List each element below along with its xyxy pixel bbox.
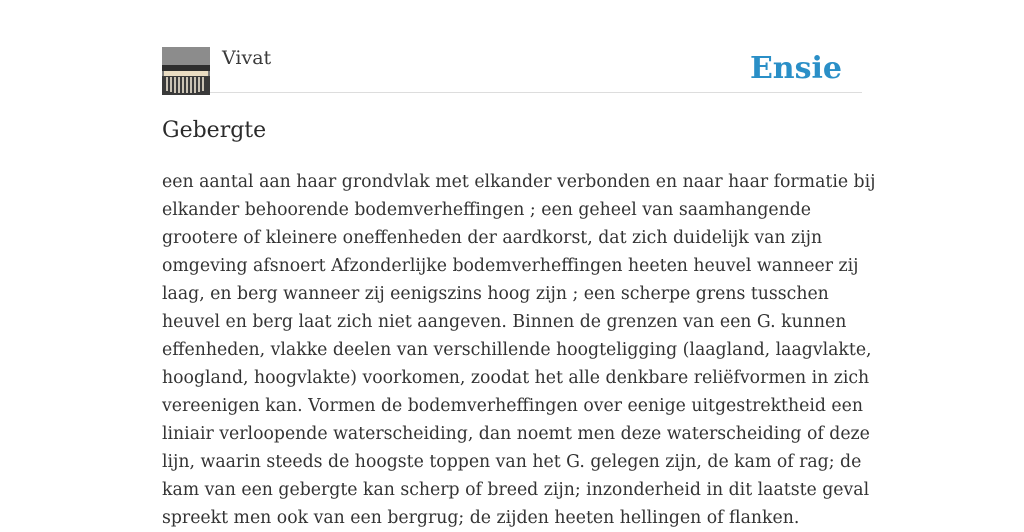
- body-line: lijn, waarin steeds de hoogste toppen van het G. gelegen zijn, de kam of rag; de: [162, 452, 862, 472]
- body-line: een aantal aan haar grondvlak met elkander verbonden en naar haar formatie bij: [162, 172, 876, 192]
- body-line: spreekt men ook van een bergrug; de zijden heeten hellingen of flanken.: [162, 508, 800, 528]
- brand-logo[interactable]: Ensie: [749, 51, 842, 86]
- avatar[interactable]: [162, 47, 210, 95]
- body-line: grootere of kleinere oneffenheden der aardkorst, dat zich duidelijk van zijn: [162, 228, 823, 248]
- body-line: vereenigen kan. Vormen de bodemverheffingen over eenige uitgestrektheid een: [162, 396, 864, 416]
- body-line: heuvel en berg laat zich niet aangeven. Binnen de grenzen van een G. kunnen: [162, 312, 847, 332]
- body-line: kam van een gebergte kan scherp of breed zijn; inzonderheid in dit laatste geval: [162, 480, 870, 500]
- body-line: laag, en berg wanneer zij eenigszins hoog zijn ; een scherpe grens tusschen: [162, 284, 829, 304]
- page-title: Gebergte: [162, 118, 267, 143]
- body-line: omgeving afsnoert Afzonderlijke bodemverheffingen heeten heuvel wanneer zij: [162, 256, 859, 276]
- article-body: [162, 168, 876, 532]
- body-line: liniair verloopende waterscheiding, dan noemt men deze waterscheiding of deze: [162, 424, 870, 444]
- body-line: hoogland, hoogvlakte) voorkomen, zoodat het alle denkbare reliëfvormen in zich: [162, 368, 870, 388]
- body-line: effenheden, vlakke deelen van verschillende hoogteligging (laagland, laagvlakte,: [162, 340, 872, 360]
- typewriter-avatar-image: [162, 47, 210, 95]
- body-line: elkander behoorende bodemverheffingen ; een geheel van saamhangende: [162, 200, 812, 220]
- author-name[interactable]: Vivat: [222, 47, 272, 69]
- header: [162, 46, 862, 93]
